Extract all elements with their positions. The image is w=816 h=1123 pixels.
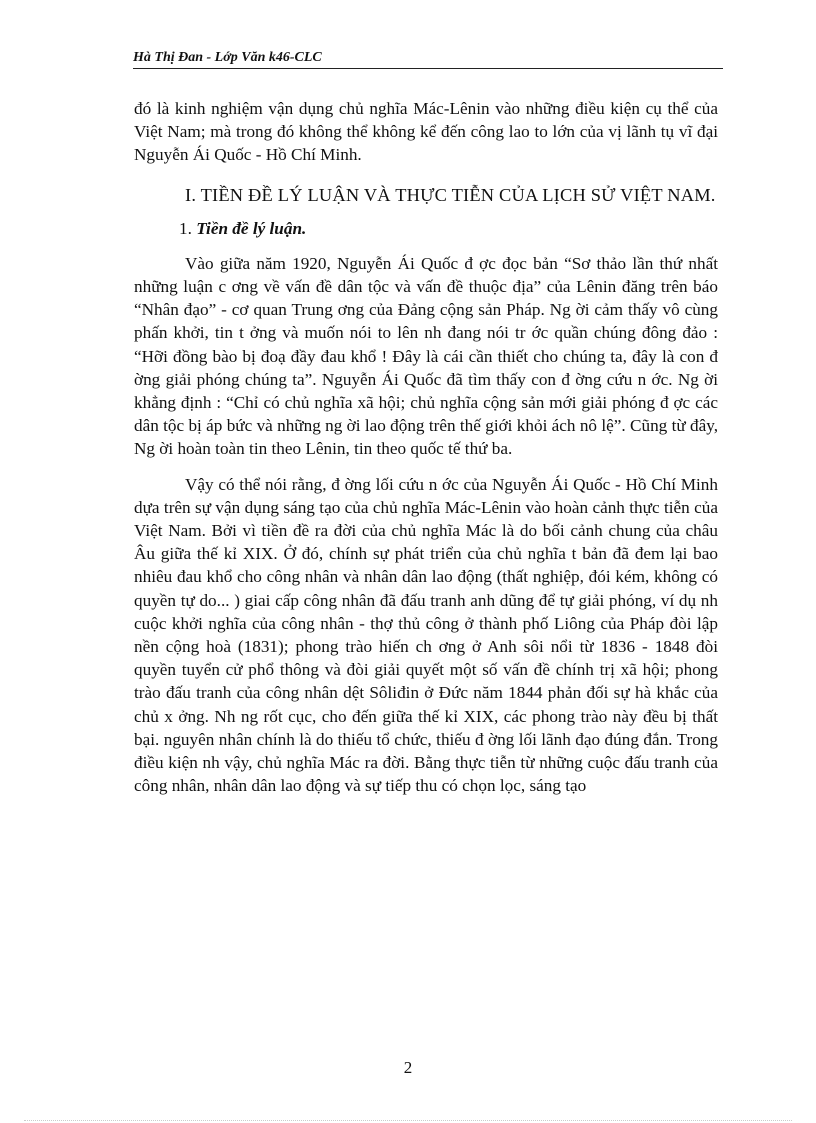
subsection-heading — [134, 217, 718, 240]
page-header — [133, 50, 723, 69]
document-body — [134, 97, 718, 797]
section-heading: I. TIỀN ĐỀ LÝ LUẬN VÀ THỰC TIỄN CỦA LỊCH SỬ VIỆT NAM. — [185, 184, 716, 205]
header-text: Hà Thị Đan - Lớp Văn k46-CLC — [133, 50, 322, 65]
subsection-number: 1. — [179, 218, 197, 238]
subsection-title: Tiền đề lý luận. — [196, 218, 307, 238]
page-bottom-divider — [24, 1120, 792, 1121]
paragraph-1: Vào giữa năm 1920, Nguyễn Ái Quốc đ ợc đọc bản “Sơ thảo lần thứ nhất những luận c ơng về vấn đề dân tộc và vấn đề thuộc địa” của Lênin đăng trên báo “Nhân đạo” - cơ quan Trung ơng của Đảng cộng sản Pháp. Ng ời cảm thấy vô cùng phấn khởi, tin t ởng và muốn nói to lên nh đang nói tr ớc quần chúng đông đảo : “Hỡi đồng bào bị đoạ đầy đau khổ ! Đây là cái cần thiết cho chúng ta, đây là con đ ờng giải phóng chúng ta”. Nguyễn Ái Quốc đã tìm thấy con đ ờng cứu n ớc. Ng ời khẳng định : “Chỉ có chủ nghĩa xã hội; chủ nghĩa cộng sản mới giải phóng đ ợc các dân tộc bị áp bức và những ng ời lao động trên thế giới khỏi ách nô lệ”. Cũng từ đây, Ng ời hoàn toàn tin theo Lênin, tin theo quốc tế thứ ba. — [134, 253, 718, 459]
paragraph-2: Vậy có thể nói rằng, đ ờng lối cứu n ớc của Nguyễn Ái Quốc - Hồ Chí Minh dựa trên sự vận dụng sáng tạo của chủ nghĩa Mác-Lênin vào hoàn cảnh thực tiễn của Việt Nam. Bởi vì tiền đề ra đời của chủ nghĩa Mác là do bối cảnh chung của châu Âu giữa thế kỉ XIX. Ở đó, chính sự phát triển của chủ nghĩa t bản đã đem lại bao nhiêu đau khổ cho công nhân và nhân dân lao động (thất nghiệp, đói kém, không có quyền tự do... ) giai cấp công nhân đã đấu tranh anh dũng để tự giải phóng, ví dụ nh cuộc khởi nghĩa của công nhân - thợ thủ công ở thành phố Liông của Pháp đòi lập nền cộng hoà (1831); phong trào hiến ch ơng ở Anh sôi nổi từ 1836 - 1848 đòi quyền tuyển cử phổ thông và đòi giải quyết một số vấn đề chính trị xã hội; phong trào đấu tranh của công nhân dệt Sôliđin ở Đức năm 1844 phản đối sự hà khắc của chủ x ởng. Nh ng rốt cục, cho đến giữa thế kỉ XIX, các phong trào này đều bị thất bại. nguyên nhân chính là do thiếu tổ chức, thiếu đ ờng lối lãnh đạo đúng đắn. Trong điều kiện nh vậy, chủ nghĩa Mác ra đời. Bằng thực tiễn từ những cuộc đấu tranh của công nhân, nhân dân lao động và sự tiếp thu có chọn lọc, sáng tạo — [134, 474, 718, 796]
page-number: 2 — [403, 1058, 413, 1077]
paragraph-intro: đó là kinh nghiệm vận dụng chủ nghĩa Mác-Lênin vào những điều kiện cụ thể của Việt Nam; mà trong đó không thể không kể đến công lao to lớn của vị lãnh tụ vĩ đại Nguyễn Ái Quốc - Hồ Chí Minh. — [134, 99, 718, 165]
